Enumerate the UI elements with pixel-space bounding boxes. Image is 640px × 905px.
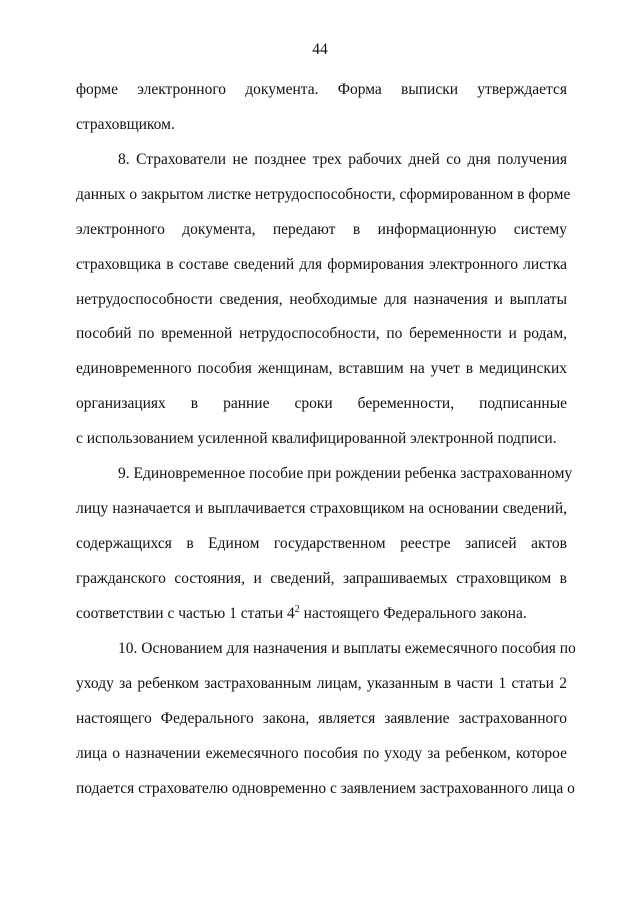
paragraph-8-first-line: 8. Страхователи не позднее трех рабочих дней со дня получения [118,151,567,168]
text-line: гражданского состояния, и сведений, запрашиваемых страховщиком в [76,570,567,587]
superscript: 2 [294,603,300,615]
text-line: страховщиком. [76,116,175,133]
text-line: нетрудоспособности сведения, необходимые для назначения и выплаты [76,291,567,308]
text-line: единовременного пособия женщинам, вставшим на учет в медицинских [76,360,567,377]
text-line: форме электронного документа. Форма выписки утверждается [76,81,567,98]
text-line: лица о назначении ежемесячного пособия по уходу за ребенком, которое [76,745,567,762]
text-line-part: настоящего Федерального закона. [299,605,527,622]
text-line: организациях в ранние сроки беременности, подписанные [76,395,567,412]
text-line: подается страхователю одновременно с заявлением застрахованного лица о [76,780,575,797]
text-line: данных о закрытом листке нетрудоспособности, сформированном в форме [76,186,571,203]
text-line-part: соответствии с частью 1 статьи 4 [76,605,295,622]
text-line: настоящего Федерального закона, является заявление застрахованного [76,710,567,727]
paragraph-9-first-line: 9. Единовременное пособие при рождении ребенка застрахованному [118,465,573,482]
text-line: с использованием усиленной квалифицированной электронной подписи. [76,430,557,447]
text-line: страховщика в составе сведений для формирования электронного листка [76,256,567,273]
text-line: содержащихся в Едином государственном реестре записей актов [76,535,567,552]
text-line: электронного документа, передают в информационную систему [76,221,567,238]
page-number: 44 [312,41,328,58]
text-line: уходу за ребенком застрахованным лицам, указанным в части 1 статьи 2 [76,675,567,692]
text-line [76,603,567,625]
text-line: лицу назначается и выплачивается страховщиком на основании сведений, [76,500,567,517]
paragraph-10-first-line: 10. Основанием для назначения и выплаты ежемесячного пособия по [118,640,576,657]
text-line: пособий по временной нетрудоспособности, по беременности и родам, [76,325,567,342]
